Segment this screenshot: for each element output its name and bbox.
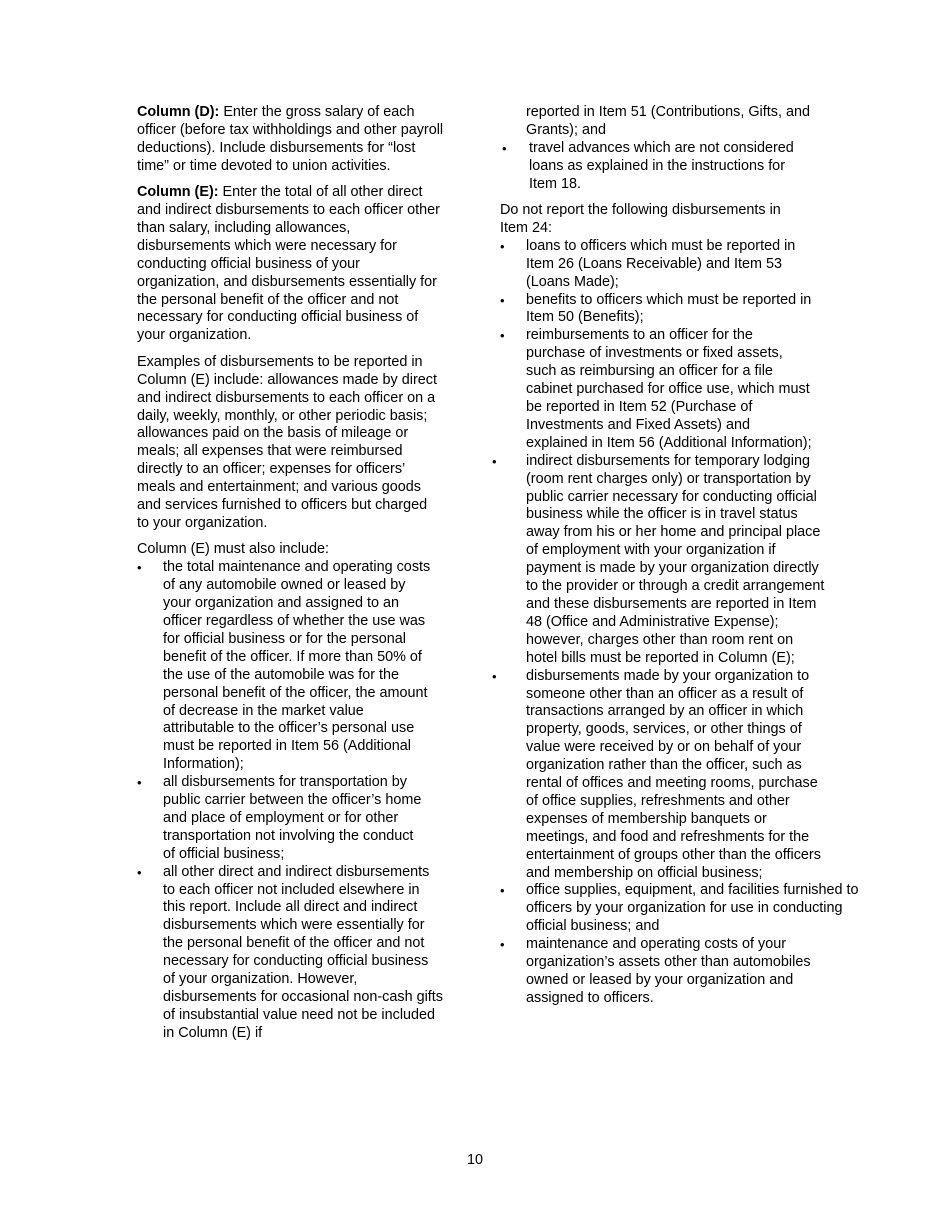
list-item: • travel advances which are not considered loans as explained in the instructions for Item 18. (500, 140, 811, 194)
list-item: • reimbursements to an officer for the purchase of investments or fixed assets, such as reimbursing an officer for a file cabinet purchased for office use, which must be reported in Item 52 (Purchase of Investments and Fixed Assets) and explained in Item 56 (Additional Information); (500, 327, 812, 452)
list-item: • maintenance and operating costs of your organization’s assets other than automobiles owned or leased by your organization and assigned to officers. (500, 936, 836, 1008)
left-column (137, 104, 455, 1051)
do-not-intro: Do not report the following disbursements in Item 24: (500, 202, 781, 236)
list-item: • indirect disbursements for temporary lodging (room rent charges only) or transportation by public carrier necessary for conducting official business while the officer is in travel status away from his or her home and principal place of employment with your organization if payment is made by your organization directly to the provider or through a credit arrangement and these disbursements are reported in Item 48 (Office and Administrative Expense); however, charges other than room rent on hotel bills must be reported in Column (E); (500, 453, 826, 668)
page-number: 10 (466, 1152, 483, 1168)
column-d-label: Column (D): (137, 104, 220, 120)
list-item: • benefits to officers which must be reported in Item 50 (Benefits); (500, 292, 822, 328)
list-item: • all disbursements for transportation by public carrier between the officer’s home and place of employment or for other transportation not involving the conduct of official business; (137, 774, 429, 864)
continued-text: reported in Item 51 (Contributions, Gifts, and Grants); and (526, 104, 810, 138)
column-d-paragraph (137, 104, 447, 176)
list-item: • office supplies, equipment, and facilities furnished to officers by your organization for use in conducting official business; and (500, 882, 876, 936)
column-d-text: Enter the gross salary of each officer (before tax withholdings and other payroll deductions). Include disbursements for “lost time” or time devoted to union activities. (137, 104, 444, 174)
examples-paragraph: Examples of disbursements to be reported in Column (E) include: allowances made by direct and indirect disbursements to each officer on a daily, weekly, monthly, or other periodic basis; allowances paid on the basis of mileage or meals; all expenses that were reimbursed directly to an officer; expenses for officers’ meals and entertainment; and various goods and services furnished to officers but charged to your organization. (137, 353, 437, 531)
list-item: • the total maintenance and operating costs of any automobile owned or leased by your organization and assigned to an officer regardless of whether the use was for official business or for the personal benefit of the officer. If more than 50% of the use of the automobile was for the personal benefit of the officer, the amount of decrease in the market value attributable to the officer’s personal use must be reported in Item 56 (Additional Information); (137, 559, 435, 774)
must-include-intro: Column (E) must also include: (137, 541, 329, 558)
list-item: • all other direct and indirect disbursements to each officer not included elsewhere in this report. Include all direct and indirect disbursements which were essentially for the personal benefit of the officer and not necessary for conducting official business of your organization. However, disbursements for occasional non-cash gifts of insubstantial value need not be included in Column (E) if (137, 864, 443, 1043)
must-include-list (137, 559, 447, 1042)
continued-list (500, 140, 885, 194)
column-e-text: Enter the total of all other direct and indirect disbursements to each officer other than salary, including allowances, disbursements which were necessary for conducting official business of your organization, and disbursements essentially for the personal benefit of the officer and not necessary for conducting official business of your organization. (137, 184, 440, 344)
column-e-paragraph (137, 184, 445, 345)
list-item: • disbursements made by your organization to someone other than an officer as a result of transactions arranged by an officer in which property, goods, services, or other things of value were received by or on behalf of your organization rather than the officer, such as rental of offices and meeting rooms, purchase of office supplies, refreshments and other expenses of membership banquets or meetings, and food and refreshments for the entertainment of groups other than the officers and membership on official business; (500, 668, 832, 883)
right-column (500, 104, 885, 1008)
column-e-label: Column (E): (137, 184, 219, 201)
do-not-list (500, 238, 885, 1008)
list-item: • loans to officers which must be reported in Item 26 (Loans Receivable) and Item 53 (Loans Made); (500, 238, 818, 292)
